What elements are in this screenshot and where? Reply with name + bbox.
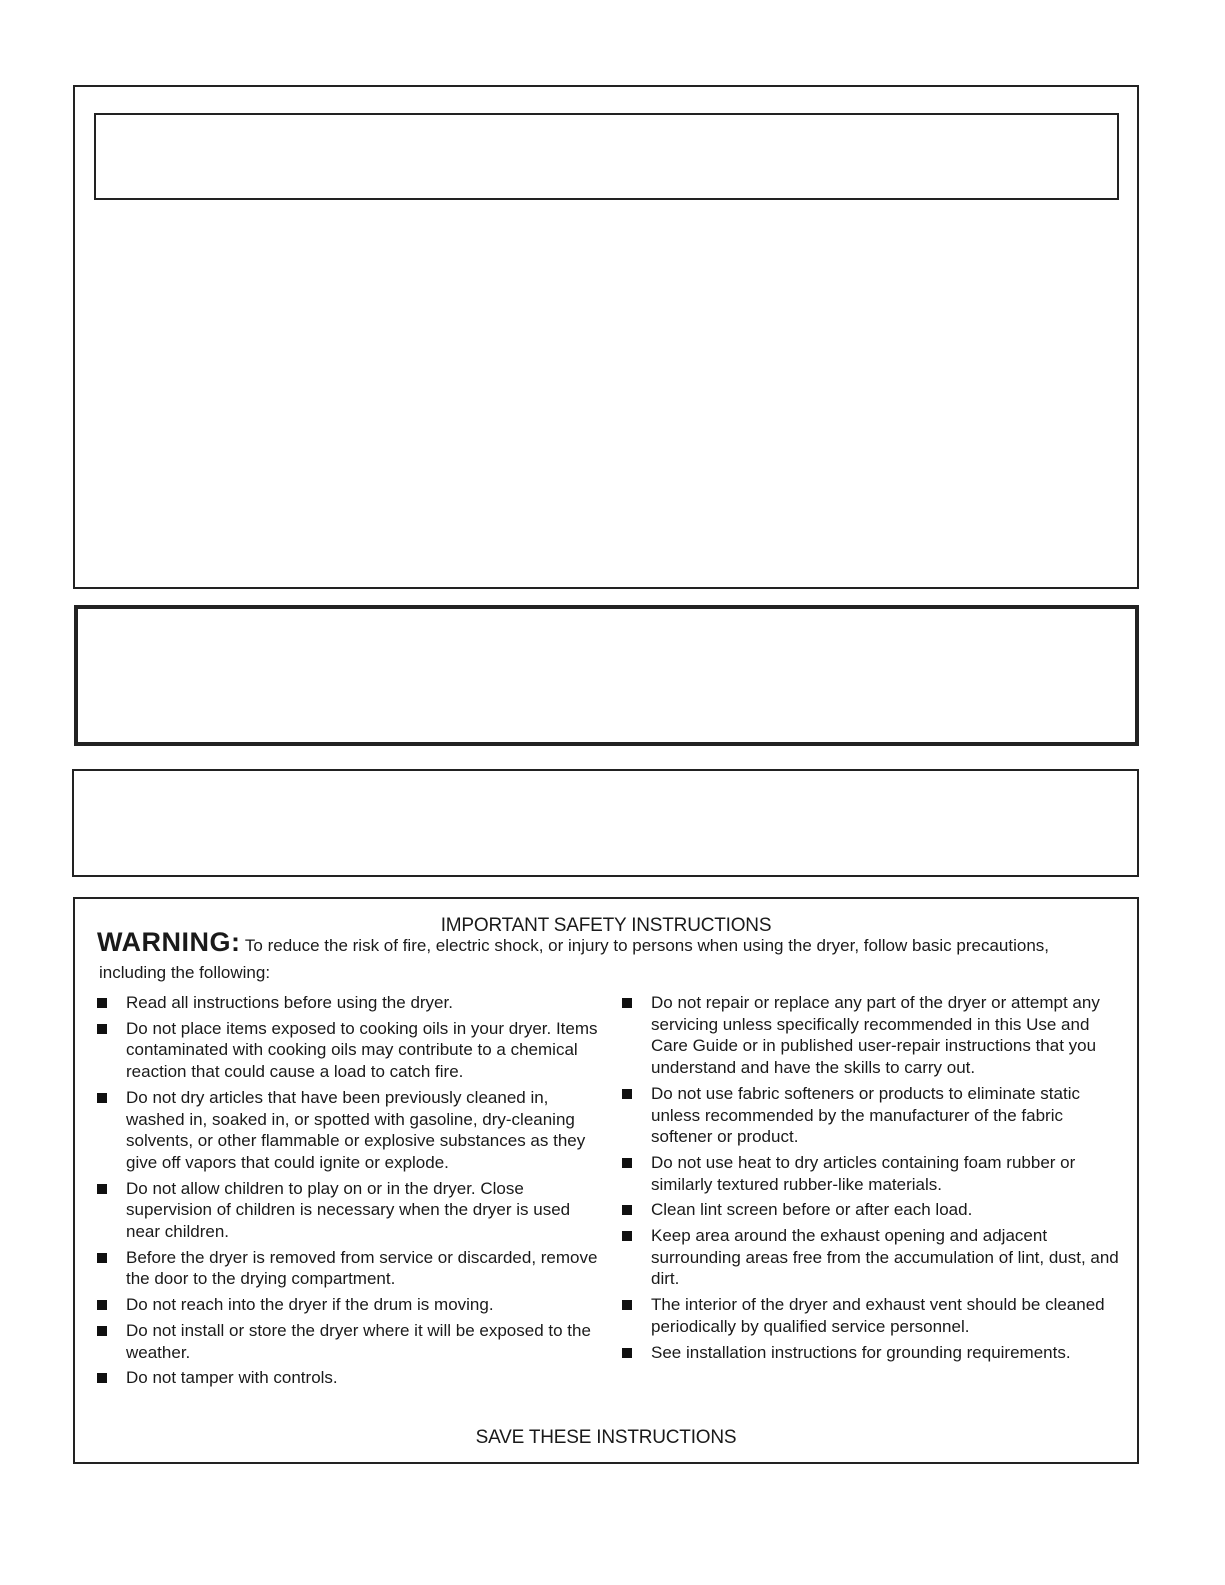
warning-text: To reduce the risk of fire, electric shock, or injury to persons when using the dryer, follow basic precautions, <box>240 936 1050 955</box>
list-item: Do not repair or replace any part of the dryer or attempt any servicing unless specifically recommended in this Use and Care Guide or in published user-repair instructions that you understand and have the skills to carry out. <box>622 992 1122 1079</box>
square-bullet-icon <box>97 1373 107 1383</box>
top-panel-header-frame <box>94 113 1119 200</box>
square-bullet-icon <box>622 1348 632 1358</box>
middle-panel-frame <box>74 605 1139 746</box>
square-bullet-icon <box>97 1253 107 1263</box>
left-instruction-list <box>97 992 607 1393</box>
square-bullet-icon <box>97 1024 107 1034</box>
square-bullet-icon <box>97 1184 107 1194</box>
list-item: Do not allow children to play on or in the dryer. Close supervision of children is necessary when the dryer is used near children. <box>97 1178 607 1243</box>
list-item: Read all instructions before using the dryer. <box>97 992 607 1014</box>
list-item: Keep area around the exhaust opening and adjacent surrounding areas free from the accumulation of lint, dust, and dirt. <box>622 1225 1122 1290</box>
warning-text-continued: including the following: <box>99 963 271 982</box>
square-bullet-icon <box>622 1300 632 1310</box>
square-bullet-icon <box>97 998 107 1008</box>
square-bullet-icon <box>97 1093 107 1103</box>
square-bullet-icon <box>622 1158 632 1168</box>
list-item: Do not use fabric softeners or products to eliminate static unless recommended by the manufacturer of the fabric softener or product. <box>622 1083 1122 1148</box>
warning-label: WARNING: <box>97 927 241 957</box>
list-item: Do not install or store the dryer where it will be exposed to the weather. <box>97 1320 607 1363</box>
square-bullet-icon <box>622 998 632 1008</box>
list-item: Do not reach into the dryer if the drum is moving. <box>97 1294 607 1316</box>
list-item: Do not dry articles that have been previously cleaned in, washed in, soaked in, or spotted with gasoline, dry-cleaning solvents, or other flammable or explosive substances as they give off vapors that could ignite or explode. <box>97 1087 607 1174</box>
warning-statement <box>97 927 1127 957</box>
list-item: See installation instructions for grounding requirements. <box>622 1342 1122 1364</box>
square-bullet-icon <box>622 1205 632 1215</box>
list-item: Clean lint screen before or after each load. <box>622 1199 1122 1221</box>
save-instructions-title: SAVE THESE INSTRUCTIONS <box>475 1427 737 1448</box>
list-item: Do not use heat to dry articles containing foam rubber or similarly textured rubber-like materials. <box>622 1152 1122 1195</box>
list-item: Do not tamper with controls. <box>97 1367 607 1389</box>
third-panel-frame <box>72 769 1139 877</box>
list-item: Do not place items exposed to cooking oils in your dryer. Items contaminated with cooking oils may contribute to a chemical reaction that could cause a load to catch fire. <box>97 1018 607 1083</box>
square-bullet-icon <box>97 1326 107 1336</box>
square-bullet-icon <box>97 1300 107 1310</box>
safety-title: IMPORTANT SAFETY INSTRUCTIONS <box>440 915 772 936</box>
square-bullet-icon <box>622 1231 632 1241</box>
right-instruction-list <box>622 992 1122 1367</box>
list-item: Before the dryer is removed from service or discarded, remove the door to the drying compartment. <box>97 1247 607 1290</box>
square-bullet-icon <box>622 1089 632 1099</box>
list-item: The interior of the dryer and exhaust vent should be cleaned periodically by qualified service personnel. <box>622 1294 1122 1337</box>
